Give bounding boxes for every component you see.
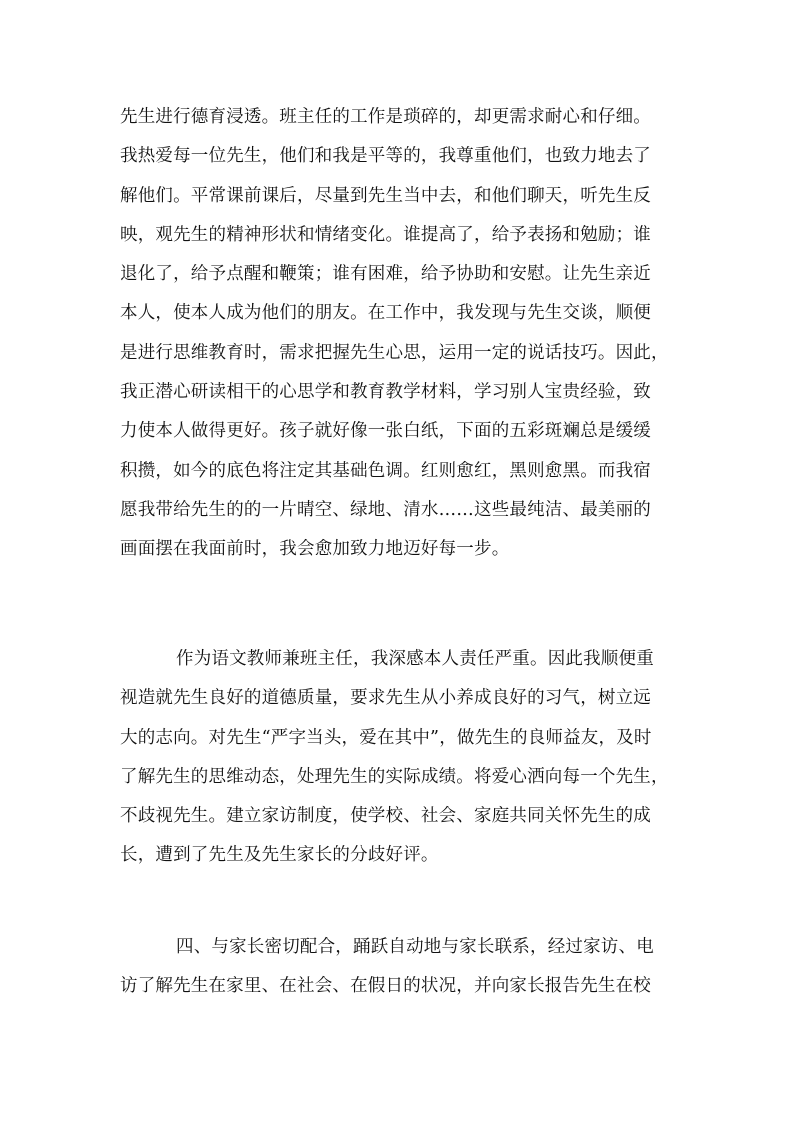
text-line: 是进行思维教育时，需求把握先生心思，运用一定的说话技巧。因此， bbox=[120, 342, 669, 363]
text-line: 了解先生的思维动态，处理先生的实际成绩。将爱心洒向每一个先生， bbox=[120, 766, 669, 787]
text-line: 退化了，给予点醒和鞭策；谁有困难，给予协助和安慰。让先生亲近 bbox=[120, 264, 651, 285]
text-line: 不歧视先生。建立家访制度，使学校、社会、家庭共同关怀先生的成 bbox=[120, 806, 651, 827]
text-line: 大的志向。对先生“严字当头，爱在其中”，做先生的良师益友，及时 bbox=[120, 727, 652, 748]
text-line: 映，观先生的精神形状和情绪变化。谁提高了，给予表扬和勉励；谁 bbox=[120, 224, 651, 245]
text-line: 访了解先生在家里、在社会、在假日的状况，并向家长报告先生在校 bbox=[120, 976, 651, 997]
paragraph-1 bbox=[120, 98, 690, 570]
text-line: 四、与家长密切配合，踊跃自动地与家长联系，经过家访、电 bbox=[176, 937, 654, 957]
text-line: 视造就先生良好的道德质量，要求先生从小养成良好的习气，树立远 bbox=[120, 688, 651, 709]
text-line: 解他们。平常课前课后，尽量到先生当中去，和他们聊天，听先生反 bbox=[120, 185, 651, 206]
text-line: 作为语文教师兼班主任，我深感本人责任严重。因此我顺便重 bbox=[176, 649, 654, 669]
text-line: 先生进行德育浸透。班主任的工作是琐碎的，却更需求耐心和仔细。 bbox=[120, 107, 651, 127]
text-line: 本人，使本人成为他们的朋友。在工作中，我发现与先生交谈，顺便 bbox=[120, 303, 651, 324]
text-line: 长，遭到了先生及先生家长的分歧好评。 bbox=[120, 845, 439, 866]
text-line: 愿我带给先生的的一片晴空、绿地、清水……这些最纯洁、最美丽的 bbox=[120, 499, 651, 520]
paragraph-2 bbox=[120, 640, 690, 876]
text-line: 我正潜心研读相干的心思学和教育教学材料，学习别人宝贵经验，致 bbox=[120, 382, 651, 403]
text-line: 我热爱每一位先生，他们和我是平等的，我尊重他们，也致力地去了 bbox=[120, 146, 651, 167]
text-line: 力使本人做得更好。孩子就好像一张白纸，下面的五彩斑斓总是缓缓 bbox=[120, 421, 651, 442]
text-line: 画面摆在我面前时，我会愈加致力地迈好每一步。 bbox=[120, 539, 510, 560]
text-line: 积攒，如今的底色将注定其基础色调。红则愈红，黑则愈黑。而我宿 bbox=[120, 460, 651, 481]
paragraph-3 bbox=[120, 928, 690, 1007]
